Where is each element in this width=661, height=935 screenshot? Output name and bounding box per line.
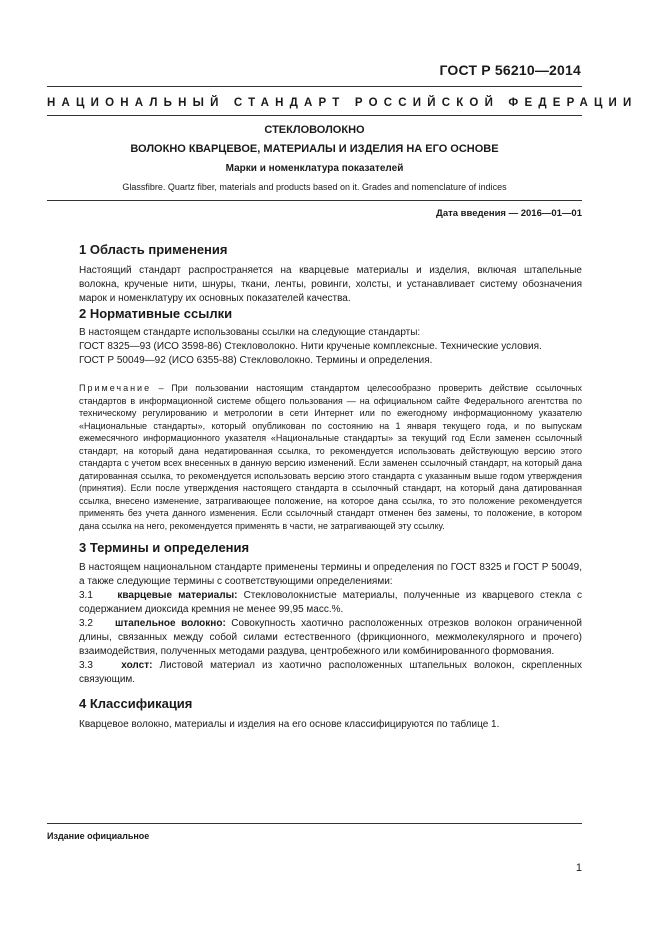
note-text: – При пользовании настоящим стандартом целесообразно проверить действие ссылочных стандартов в информационной системе общего пользования — на официальном сайте Федерального агентства по техническому регулированию и метрологии в сети Интернет или по ежегодному информационному указателю «Национальные стандарты», который опубликован по состоянию на 1 января текущего года, и по выпускам ежемесячного информационного указателя «Национальные стандарты» за текущий год Если заменен ссылочный стандарт, на который дана недатированная ссылка, то рекомендуется использовать действующую версию этого стандарта с учетом всех внесенных в данную версию изменений. Если заменен ссылочный стандарт, на который дана датированная ссылка, то рекомендуется использовать версию этого стандарта с указанным выше годом утверждения (принятия). Если после утверждения настоящего стандарта в ссылочный стандарт, на который дана датированная ссылка, внесено изменение, затрагивающее положение, на которое дана ссылка, то это положение рекомендуется применять без учета данного изменения. Если ссылочный стандарт отменен без замены, то положение, в котором дана ссылка на него, рекомендуется применять в части, не затрагивающей эту ссылку. <box>79 383 582 531</box>
national-standard-banner: НАЦИОНАЛЬНЫЙ СТАНДАРТ РОССИЙСКОЙ ФЕДЕРАЦИИ <box>47 97 638 109</box>
section-3 <box>79 540 582 555</box>
term-3-1 <box>79 589 582 617</box>
subtitle: Марки и номенклатура показателей <box>225 163 404 174</box>
term-3-2-number: 3.2 <box>79 618 93 629</box>
title-sub: ВОЛОКНО КВАРЦЕВОЕ, МАТЕРИАЛЫ И ИЗДЕЛИЯ НА ЕГО ОСНОВЕ <box>130 143 499 155</box>
english-title: Glassfibre. Quartz fiber, materials and products based on it. Grades and nomenclature of indices <box>122 182 507 192</box>
section-4 <box>79 696 582 711</box>
edition-label: Издание официальное <box>47 831 150 841</box>
footer-divider <box>47 823 582 824</box>
section-2 <box>79 306 582 321</box>
section-4-paragraph: Кварцевое волокно, материалы и изделия на его основе классифицируются по таблице 1. <box>79 719 500 730</box>
term-3-3 <box>79 659 582 687</box>
section-4-heading: 4 Классификация <box>79 696 193 711</box>
banner-divider <box>47 115 582 116</box>
section-3-body <box>79 561 582 687</box>
term-3-3-definition: Листовой материал из хаотично расположенных штапельных волокон, скрепленных связующим. <box>79 660 582 685</box>
section-2-body <box>79 326 582 368</box>
page-number: 1 <box>575 862 582 874</box>
term-3-1-definition: Стекловолокнистые материалы, полученные из кварцевого стекла с содержанием диоксида кремния не менее 99,95 масс.%. <box>79 590 582 615</box>
term-3-2-name: штапельное волокно: <box>114 618 226 629</box>
section-1-body <box>79 264 582 306</box>
date-of-introduction: Дата введения — 2016—01—01 <box>436 208 582 219</box>
section-3-intro: В настоящем национальном стандарте применены термины и определения по ГОСТ 8325 и ГОСТ Р 50049, а также следующие термины с соответствующими определениями: <box>79 562 582 587</box>
gost-code: ГОСТ Р 56210—2014 <box>439 62 581 78</box>
top-divider <box>47 86 582 87</box>
term-3-3-number: 3.3 <box>79 660 93 671</box>
term-3-2-definition: Совокупность хаотично расположенных отрезков волокон ограниченной длины, связанных между собой силами естественного (фрикционного, межмолекулярного и прочего) взаимодействия, полученных методами раздува, центробежного или комбинированного формования. <box>79 618 582 657</box>
term-3-1-number: 3.1 <box>79 590 93 601</box>
section-2-note <box>79 382 582 532</box>
note-label: Примечание <box>79 383 152 393</box>
section-4-body <box>79 718 582 732</box>
section-3-heading: 3 Термины и определения <box>79 540 250 555</box>
reference-gost-8325: ГОСТ 8325—93 (ИСО 3598-86) Стекловолокно. Нити крученые комплексные. Технические условия. <box>79 341 542 352</box>
title-divider <box>47 200 582 201</box>
section-2-heading: 2 Нормативные ссылки <box>79 306 233 321</box>
term-3-3-name: холст: <box>121 660 153 671</box>
section-1 <box>79 242 582 257</box>
reference-gost-r-50049: ГОСТ Р 50049—92 (ИСО 6355-88) Стекловолокно. Термины и определения. <box>79 355 433 366</box>
section-1-paragraph: Настоящий стандарт распространяется на кварцевые материалы и изделия, включая штапельные волокна, крученые нити, шнуры, ткани, ленты, ровинги, холсты, и устанавливает систему обозначения марок и номенклатуру их основных показателей качества. <box>79 265 582 304</box>
note-paragraph <box>79 382 582 532</box>
section-1-heading: 1 Область применения <box>79 242 228 257</box>
section-2-intro: В настоящем стандарте использованы ссылки на следующие стандарты: <box>79 327 421 338</box>
term-3-1-name: кварцевые материалы: <box>117 590 238 601</box>
term-3-2 <box>79 617 582 659</box>
title-main: СТЕКЛОВОЛОКНО <box>264 124 365 136</box>
